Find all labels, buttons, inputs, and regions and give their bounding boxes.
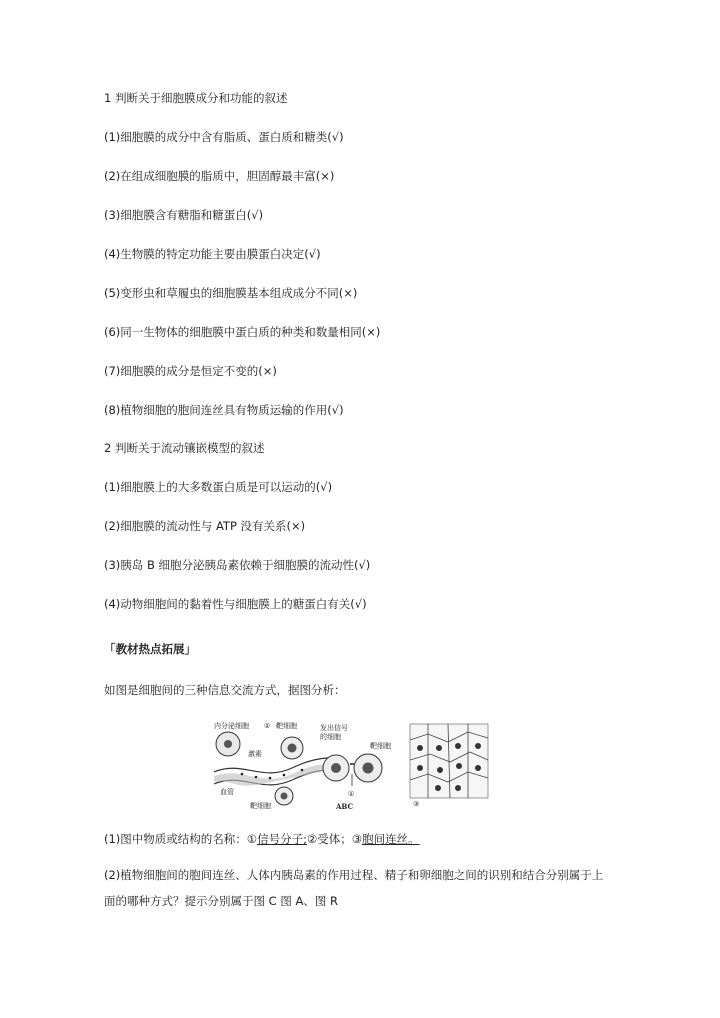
target-nucleus-a — [288, 744, 297, 753]
extension-intro: 如图是细胞间的三种信息交流方式，据图分析： — [104, 683, 346, 697]
label-blood-vessel: 血管 — [220, 788, 234, 796]
target-cell-c-nucleus — [363, 763, 374, 774]
section1-item-4: (4)生物膜的特定功能主要由膜蛋白决定(√) — [104, 247, 321, 261]
label-signal-cell-2: 的细胞 — [320, 733, 341, 741]
question-1-middle: ②受体；③ — [306, 832, 363, 846]
panel-b — [320, 723, 391, 798]
question-1 — [104, 831, 420, 847]
hormone-dot — [301, 769, 304, 772]
section1-item-1: (1)细胞膜的成分中含有脂质、蛋白质和糖类(√) — [104, 130, 344, 144]
section1-item-2: (2)在组成细胞膜的脂质中，胆固醇最丰富(×) — [104, 169, 335, 183]
panel-c — [410, 724, 488, 808]
nucleus-dot — [475, 743, 481, 749]
hormone-dot — [269, 777, 272, 780]
extension-heading: 「教材热点拓展」 — [104, 642, 196, 656]
section1-item-5: (5)变形虫和草履虫的细胞膜基本组成成分不同(×) — [104, 286, 358, 300]
question-2-line-1: (2)植物细胞间的胞间连丝、人体内胰岛素的作用过程、精子和卵细胞之间的识别和结合分别属于上 — [104, 868, 604, 882]
section2-item-4: (4)动物细胞间的黏着性与细胞膜上的糖蛋白有关(√) — [104, 597, 367, 611]
nucleus-dot — [475, 765, 481, 771]
signal-cell-nucleus — [331, 763, 341, 773]
label-circle-3: ③ — [413, 800, 420, 808]
section2-item-2: (2)细胞膜的流动性与 ATP 没有关系(×) — [104, 519, 306, 533]
question-2-line-2: 面的哪种方式？提示分别属于图 C 图 A、图 R — [104, 894, 339, 908]
question-1-answer-3: 胞间连丝。 — [362, 832, 420, 846]
cell-communication-figure — [212, 716, 490, 812]
section1-item-8: (8)植物细胞的胞间连丝具有物质运输的作用(√) — [104, 403, 344, 417]
label-circle-2: ② — [264, 722, 271, 730]
label-signal-cell-1: 发出信号 — [320, 724, 348, 732]
label-target-cell-c: 靶细胞 — [370, 742, 391, 750]
nucleus-dot — [456, 763, 462, 769]
nucleus-dot — [417, 745, 423, 751]
vessel-flow — [214, 762, 334, 786]
label-target-cell-a: 靶细胞 — [276, 722, 297, 730]
label-endocrine-cell: 内分泌细胞 — [214, 722, 249, 730]
panel-a — [214, 721, 334, 810]
figure-caption: ABC — [336, 802, 354, 811]
target-nucleus-b — [281, 793, 288, 800]
label-hormone: 激素 — [248, 750, 262, 758]
figure-svg — [212, 716, 490, 812]
hormone-dot — [283, 774, 286, 777]
hormone-dot — [255, 776, 258, 779]
question-1-prefix: (1)图中物质或结构的名称：① — [104, 832, 258, 846]
section1-item-3: (3)细胞膜含有糖脂和糖蛋白(√) — [104, 208, 264, 222]
question-1-answer-1: 信号分子; — [257, 832, 307, 846]
nucleus-dot — [436, 745, 442, 751]
label-target-cell-b: 靶细胞 — [250, 802, 271, 810]
label-circle-1: ① — [348, 790, 355, 798]
nucleus-dot — [435, 785, 441, 791]
section2-item-3: (3)胰岛 B 细胞分泌胰岛素依赖于细胞膜的流动性(√) — [104, 558, 371, 572]
nucleus-dot — [417, 765, 423, 771]
endocrine-nucleus — [224, 740, 232, 748]
hormone-dot — [241, 773, 244, 776]
nucleus-dot — [455, 743, 461, 749]
nucleus-dot — [455, 785, 461, 791]
section1-title: 1 判断关于细胞膜成分和功能的叙述 — [104, 91, 288, 105]
section1-item-7: (7)细胞膜的成分是恒定不变的(×) — [104, 364, 277, 378]
nucleus-dot — [437, 767, 443, 773]
section1-item-6: (6)同一生物体的细胞膜中蛋白质的种类和数量相同(×) — [104, 325, 381, 339]
section2-title: 2 判断关于流动镶嵌模型的叙述 — [104, 441, 265, 455]
section2-item-1: (1)细胞膜上的大多数蛋白质是可以运动的(√) — [104, 480, 333, 494]
